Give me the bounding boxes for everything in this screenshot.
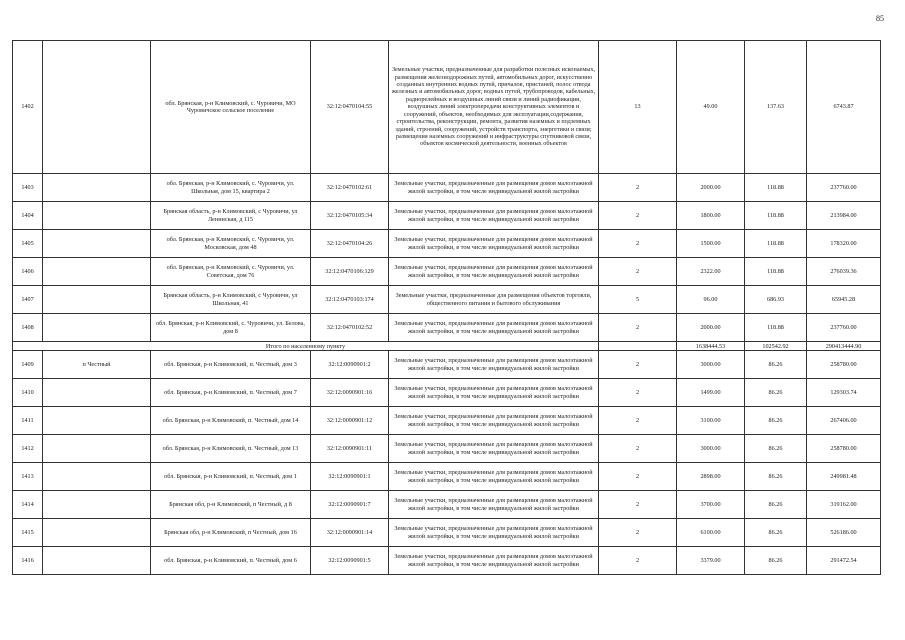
use-category: 2 bbox=[599, 258, 677, 286]
land-plot-table bbox=[12, 40, 881, 575]
settlement-name bbox=[43, 491, 151, 519]
table-row bbox=[13, 379, 881, 407]
permitted-use: Земельные участки, предназначенные для размещения домов малоэтажной жилой застройки, в том числе индивидуальной жилой застройки bbox=[389, 407, 599, 435]
permitted-use: Земельные участки, предназначенные для размещения домов малоэтажной жилой застройки, в том числе индивидуальной жилой застройки bbox=[389, 258, 599, 286]
plot-address: Брянская обл, р-н Климовский, п Честный, дом 16 bbox=[151, 519, 311, 547]
use-category: 2 bbox=[599, 314, 677, 342]
row-number: 1413 bbox=[13, 463, 43, 491]
plot-address: обл. Брянская, р-н Климовский, п. Честный, дом 6 bbox=[151, 547, 311, 575]
plot-area: 6100.00 bbox=[677, 519, 745, 547]
settlement-name bbox=[43, 286, 151, 314]
cadastral-rate: 137.63 bbox=[745, 41, 807, 174]
plot-area: 1800.00 bbox=[677, 202, 745, 230]
row-number: 1414 bbox=[13, 491, 43, 519]
permitted-use: Земельные участки, предназначенные для размещения объектов торговли, общественного питания и бытового обслуживания bbox=[389, 286, 599, 314]
settlement-name bbox=[43, 230, 151, 258]
settlement-name bbox=[43, 314, 151, 342]
plot-area: 2000.00 bbox=[677, 174, 745, 202]
use-category: 2 bbox=[599, 435, 677, 463]
cadastral-value: 276039.36 bbox=[807, 258, 881, 286]
table-row bbox=[13, 230, 881, 258]
settlement-name bbox=[43, 258, 151, 286]
cadastral-number: 32:12:0090901:1 bbox=[311, 463, 389, 491]
total-area: 1638444.53 bbox=[677, 342, 745, 351]
settlement-name bbox=[43, 379, 151, 407]
settlement-name bbox=[43, 519, 151, 547]
cadastral-value: 526186.00 bbox=[807, 519, 881, 547]
permitted-use: Земельные участки, предназначенные для разработки полезных ископаемых, размещения железнодорожных путей, автомобильных дорог, искусственно созданных внутренних водных путей, причалов, пристаней, полос отвода железных и автомобильных дорог, водных путей, трубопроводов, кабельных, радиорелейных и воздушных линий связи и линий радиофикации, воздушных линий электропередачи конструктивных элементов и сооружений, объектов, необходимых для эксплуатации,содержания, строительства, реконструкции, ремонта, развития наземных и подземных зданий, строений, сооружений, устройств транспорта, энергетики и связи; размещения наземных сооружений и инфраструктуры спутниковой связи, объектов космической деятельности, военных объектов bbox=[389, 41, 599, 174]
settlement-name bbox=[43, 174, 151, 202]
table-row bbox=[13, 519, 881, 547]
cadastral-value: 319162.00 bbox=[807, 491, 881, 519]
cadastral-value: 258780.00 bbox=[807, 435, 881, 463]
table-row bbox=[13, 286, 881, 314]
cadastral-number: 32:12:0090901:14 bbox=[311, 519, 389, 547]
cadastral-value: 6743.87 bbox=[807, 41, 881, 174]
use-category: 2 bbox=[599, 463, 677, 491]
row-number: 1409 bbox=[13, 351, 43, 379]
table-row bbox=[13, 435, 881, 463]
use-category: 2 bbox=[599, 547, 677, 575]
permitted-use: Земельные участки, предназначенные для размещения домов малоэтажной жилой застройки, в том числе индивидуальной жилой застройки bbox=[389, 435, 599, 463]
cadastral-rate: 86.26 bbox=[745, 519, 807, 547]
cadastral-number: 32:12:0090901:11 bbox=[311, 435, 389, 463]
cadastral-rate: 118.88 bbox=[745, 202, 807, 230]
plot-address: обл. Брянская, р-н Климовский, с. Чуровичи, ул. Московская, дом 48 bbox=[151, 230, 311, 258]
table-row bbox=[13, 202, 881, 230]
use-category: 2 bbox=[599, 351, 677, 379]
total-value: 290413444.90 bbox=[807, 342, 881, 351]
row-number: 1406 bbox=[13, 258, 43, 286]
table-row bbox=[13, 407, 881, 435]
cadastral-number: 32:12:0470105:34 bbox=[311, 202, 389, 230]
cadastral-number: 32:12:0470102:61 bbox=[311, 174, 389, 202]
cadastral-number: 32:12:0090901:5 bbox=[311, 547, 389, 575]
plot-area: 49.00 bbox=[677, 41, 745, 174]
cadastral-value: 65945.28 bbox=[807, 286, 881, 314]
row-number: 1404 bbox=[13, 202, 43, 230]
cadastral-value: 129303.74 bbox=[807, 379, 881, 407]
row-number: 1403 bbox=[13, 174, 43, 202]
permitted-use: Земельные участки, предназначенные для размещения домов малоэтажной жилой застройки, в том числе индивидуальной жилой застройки bbox=[389, 547, 599, 575]
cadastral-rate: 118.88 bbox=[745, 314, 807, 342]
permitted-use: Земельные участки, предназначенные для размещения домов малоэтажной жилой застройки, в том числе индивидуальной жилой застройки bbox=[389, 230, 599, 258]
plot-area: 1500.00 bbox=[677, 230, 745, 258]
settlement-name bbox=[43, 435, 151, 463]
settlement-total-row bbox=[13, 342, 881, 351]
plot-address: обл. Брянская, р-н Климовский, п. Честный, дом 7 bbox=[151, 379, 311, 407]
permitted-use: Земельные участки, предназначенные для размещения домов малоэтажной жилой застройки, в том числе индивидуальной жилой застройки bbox=[389, 202, 599, 230]
table-row bbox=[13, 258, 881, 286]
cadastral-value: 178320.00 bbox=[807, 230, 881, 258]
cadastral-value: 213984.00 bbox=[807, 202, 881, 230]
cadastral-rate: 686.93 bbox=[745, 286, 807, 314]
cadastral-number: 32:12:0090901:12 bbox=[311, 407, 389, 435]
plot-address: обл. Брянская, р-н Климовский, п. Честный, дом 14 bbox=[151, 407, 311, 435]
use-category: 2 bbox=[599, 379, 677, 407]
row-number: 1407 bbox=[13, 286, 43, 314]
permitted-use: Земельные участки, предназначенные для размещения домов малоэтажной жилой застройки, в том числе индивидуальной жилой застройки bbox=[389, 314, 599, 342]
plot-address: обл. Брянская, р-н Климовский, с. Чуровичи, ул. Школьная, дом 15, квартира 2 bbox=[151, 174, 311, 202]
use-category: 2 bbox=[599, 407, 677, 435]
row-number: 1405 bbox=[13, 230, 43, 258]
cadastral-rate: 86.26 bbox=[745, 351, 807, 379]
row-number: 1416 bbox=[13, 547, 43, 575]
plot-address: Брянская область, р-н Климовский, с Чуровичи, ул Школьная, 41 bbox=[151, 286, 311, 314]
plot-address: обл. Брянская, р-н Климовский, с. Чуровичи, ул. Белова, дом 8 bbox=[151, 314, 311, 342]
cadastral-rate: 118.88 bbox=[745, 258, 807, 286]
use-category: 2 bbox=[599, 230, 677, 258]
permitted-use: Земельные участки, предназначенные для размещения домов малоэтажной жилой застройки, в том числе индивидуальной жилой застройки bbox=[389, 519, 599, 547]
cadastral-value: 267406.00 bbox=[807, 407, 881, 435]
cadastral-value: 237760.00 bbox=[807, 314, 881, 342]
plot-area: 3379.00 bbox=[677, 547, 745, 575]
plot-address: обл. Брянская, р-н Климовский, п. Честный, дом 1 bbox=[151, 463, 311, 491]
cadastral-number: 32:12:0090901:2 bbox=[311, 351, 389, 379]
page-number: 85 bbox=[876, 14, 884, 23]
cadastral-rate: 86.26 bbox=[745, 407, 807, 435]
cadastral-rate: 86.26 bbox=[745, 547, 807, 575]
table-row bbox=[13, 41, 881, 174]
row-number: 1411 bbox=[13, 407, 43, 435]
settlement-name bbox=[43, 202, 151, 230]
cadastral-value: 237760.00 bbox=[807, 174, 881, 202]
cadastral-number: 32:12:0470103:174 bbox=[311, 286, 389, 314]
use-category: 5 bbox=[599, 286, 677, 314]
settlement-name bbox=[43, 41, 151, 174]
cadastral-rate: 86.26 bbox=[745, 491, 807, 519]
settlement-name bbox=[43, 547, 151, 575]
permitted-use: Земельные участки, предназначенные для размещения домов малоэтажной жилой застройки, в том числе индивидуальной жилой застройки bbox=[389, 491, 599, 519]
cadastral-number: 32:12:0090901:7 bbox=[311, 491, 389, 519]
plot-address: обл. Брянская, р-н Климовский, с. Чуровичи, ул. Советская, дом 76 bbox=[151, 258, 311, 286]
cadastral-rate: 86.26 bbox=[745, 435, 807, 463]
permitted-use: Земельные участки, предназначенные для размещения домов малоэтажной жилой застройки, в том числе индивидуальной жилой застройки bbox=[389, 351, 599, 379]
settlement-name bbox=[43, 407, 151, 435]
row-number: 1408 bbox=[13, 314, 43, 342]
plot-address: обл. Брянская, р-н Климовский, п. Честный, дом 3 bbox=[151, 351, 311, 379]
cadastral-rate: 86.26 bbox=[745, 463, 807, 491]
table-row bbox=[13, 547, 881, 575]
plot-area: 1499.00 bbox=[677, 379, 745, 407]
row-number: 1412 bbox=[13, 435, 43, 463]
cadastral-rate: 118.88 bbox=[745, 230, 807, 258]
permitted-use: Земельные участки, предназначенные для размещения домов малоэтажной жилой застройки, в том числе индивидуальной жилой застройки bbox=[389, 379, 599, 407]
plot-area: 96.00 bbox=[677, 286, 745, 314]
row-number: 1402 bbox=[13, 41, 43, 174]
total-category bbox=[599, 342, 677, 351]
use-category: 2 bbox=[599, 491, 677, 519]
cadastral-rate: 86.26 bbox=[745, 379, 807, 407]
cadastral-number: 32:12:0090901:16 bbox=[311, 379, 389, 407]
plot-area: 2000.00 bbox=[677, 314, 745, 342]
plot-address: Брянская обл, р-н Климовский, п Честный, д 8 bbox=[151, 491, 311, 519]
cadastral-number: 32:12:0470104:26 bbox=[311, 230, 389, 258]
plot-area: 3700.00 bbox=[677, 491, 745, 519]
cadastral-number: 32:12:0470104:55 bbox=[311, 41, 389, 174]
cadastral-value: 258780.00 bbox=[807, 351, 881, 379]
cadastral-value: 291472.54 bbox=[807, 547, 881, 575]
cadastral-number: 32:12:0470102:52 bbox=[311, 314, 389, 342]
cadastral-rate: 118.88 bbox=[745, 174, 807, 202]
total-label: Итого по населенному пункту bbox=[13, 342, 599, 351]
plot-address: обл. Брянская, р-н Климовский, с. Чуровичи, МО Чуровичское сельское поселение bbox=[151, 41, 311, 174]
settlement-name bbox=[43, 463, 151, 491]
row-number: 1410 bbox=[13, 379, 43, 407]
plot-area: 2322.00 bbox=[677, 258, 745, 286]
plot-area: 3000.00 bbox=[677, 435, 745, 463]
cadastral-value: 249981.48 bbox=[807, 463, 881, 491]
permitted-use: Земельные участки, предназначенные для размещения домов малоэтажной жилой застройки, в том числе индивидуальной жилой застройки bbox=[389, 174, 599, 202]
row-number: 1415 bbox=[13, 519, 43, 547]
plot-area: 3000.00 bbox=[677, 351, 745, 379]
plot-area: 2898.00 bbox=[677, 463, 745, 491]
use-category: 2 bbox=[599, 174, 677, 202]
table-row bbox=[13, 463, 881, 491]
permitted-use: Земельные участки, предназначенные для размещения домов малоэтажной жилой застройки, в том числе индивидуальной жилой застройки bbox=[389, 463, 599, 491]
plot-address: Брянская область, р-н Климовский, с Чуровичи, ул Ленинская, д 115 bbox=[151, 202, 311, 230]
total-rate: 102542.92 bbox=[745, 342, 807, 351]
use-category: 13 bbox=[599, 41, 677, 174]
use-category: 2 bbox=[599, 202, 677, 230]
table-row bbox=[13, 174, 881, 202]
settlement-name: п Честный bbox=[43, 351, 151, 379]
table-row bbox=[13, 314, 881, 342]
plot-area: 3100.00 bbox=[677, 407, 745, 435]
use-category: 2 bbox=[599, 519, 677, 547]
table-row bbox=[13, 351, 881, 379]
plot-address: обл. Брянская, р-н Климовский, п. Честный, дом 13 bbox=[151, 435, 311, 463]
table-row bbox=[13, 491, 881, 519]
cadastral-number: 32:12:0470106:129 bbox=[311, 258, 389, 286]
